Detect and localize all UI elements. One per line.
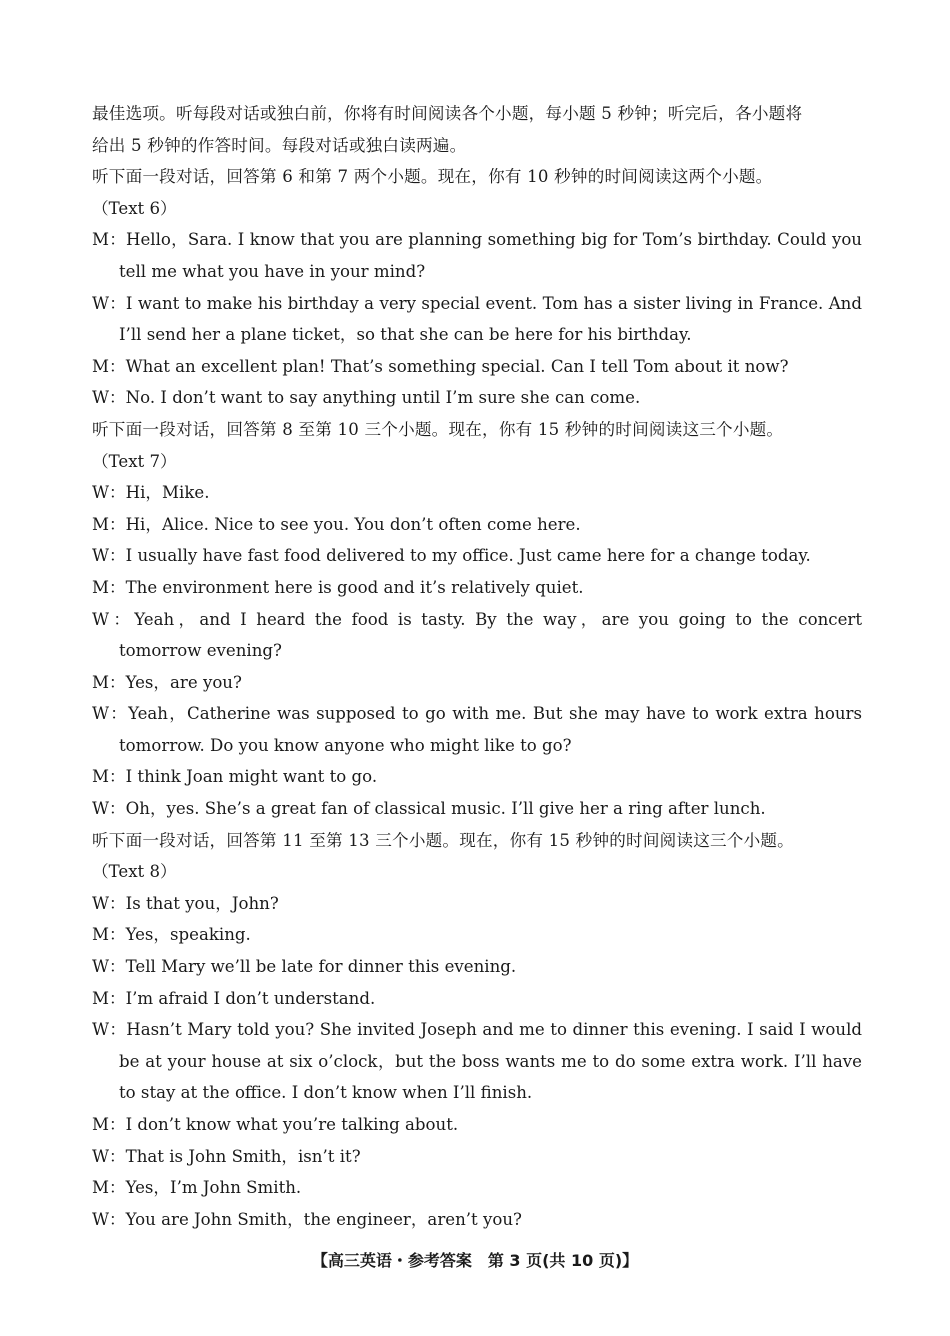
dialogue-line: M：I’m afraid I don’t understand. (92, 988, 376, 1008)
dialogue-line: M：I don’t know what you’re talking about. (92, 1115, 459, 1134)
dialogue-line: W：Oh，yes. She’s a great fan of classical music. I’ll give her a ring after lunch. (92, 799, 766, 819)
page-footer: 【高三英语・参考答案 第 3 页(共 10 页)】 (311, 1251, 639, 1270)
dialogue-line: W：That is John Smith，isn’t it? (92, 1146, 361, 1166)
dialogue-line: W：You are John Smith，the engineer，aren’t you? (92, 1209, 522, 1229)
dialogue-line: M：Hello，Sara. I know that you are planning something big for Tom’s birthday. Could you tell me what you have in your mind? (92, 230, 862, 281)
section-instruction: 听下面一段对话，回答第 6 和第 7 两个小题。现在，你有 10 秒钟的时间阅读这两个小题。 (92, 167, 773, 187)
dialogue-line: W：Yeah，and I heard the food is tasty. By the way，are you going to the concert tomorrow evening? (92, 609, 862, 661)
section-instruction: 听下面一段对话，回答第 8 至第 10 三个小题。现在，你有 15 秒钟的时间阅读这三个小题。 (92, 419, 784, 439)
dialogue-line: M：Yes，are you? (92, 672, 242, 692)
dialogue-line: W：No. I don’t want to say anything until I’m sure she can come. (92, 388, 641, 408)
document-body (92, 98, 862, 1235)
dialogue-line: M：What an excellent plan! That’s something special. Can I tell Tom about it now? (92, 356, 789, 376)
text-heading: （Text 7） (92, 451, 177, 471)
dialogue-line: W：Hi，Mike. (92, 483, 210, 503)
dialogue-line: W：Yeah，Catherine was supposed to go with me. But she may have to work extra hours tomorrow. Do you know anyone who might like to go? (92, 704, 862, 755)
dialogue-line: W：Hasn’t Mary told you? She invited Joseph and me to dinner this evening. I said I would be at your house at six o’clock，but the boss wants me to do some extra work. I’ll have to stay at the office. I don’t know when I’ll finish. (92, 1020, 862, 1103)
instruction-line: 最佳选项。听每段对话或独白前，你将有时间阅读各个小题，每小题 5 秒钟；听完后，各小题将 (92, 104, 803, 123)
dialogue-line: M：Yes，speaking. (92, 925, 251, 945)
dialogue-line: W：Tell Mary we’ll be late for dinner this evening. (92, 957, 517, 977)
instruction-line: 给出 5 秒钟的作答时间。每段对话或独白读两遍。 (92, 135, 467, 155)
text-heading: （Text 6） (92, 198, 177, 218)
dialogue-line: W：I usually have fast food delivered to my office. Just came here for a change today. (92, 546, 811, 566)
dialogue-line: W：Is that you，John? (92, 893, 279, 913)
text-heading: （Text 8） (92, 862, 177, 882)
dialogue-line: W：I want to make his birthday a very special event. Tom has a sister living in France. And I’ll send her a plane ticket，so that she can be here for his birthday. (92, 293, 862, 345)
section-instruction: 听下面一段对话，回答第 11 至第 13 三个小题。现在，你有 15 秒钟的时间阅读这三个小题。 (92, 830, 794, 850)
dialogue-line: M：The environment here is good and it’s relatively quiet. (92, 577, 584, 597)
dialogue-line: M：Yes，I’m John Smith. (92, 1178, 302, 1198)
dialogue-line: M：I think Joan might want to go. (92, 767, 378, 787)
dialogue-line: M：Hi，Alice. Nice to see you. You don’t often come here. (92, 514, 581, 534)
